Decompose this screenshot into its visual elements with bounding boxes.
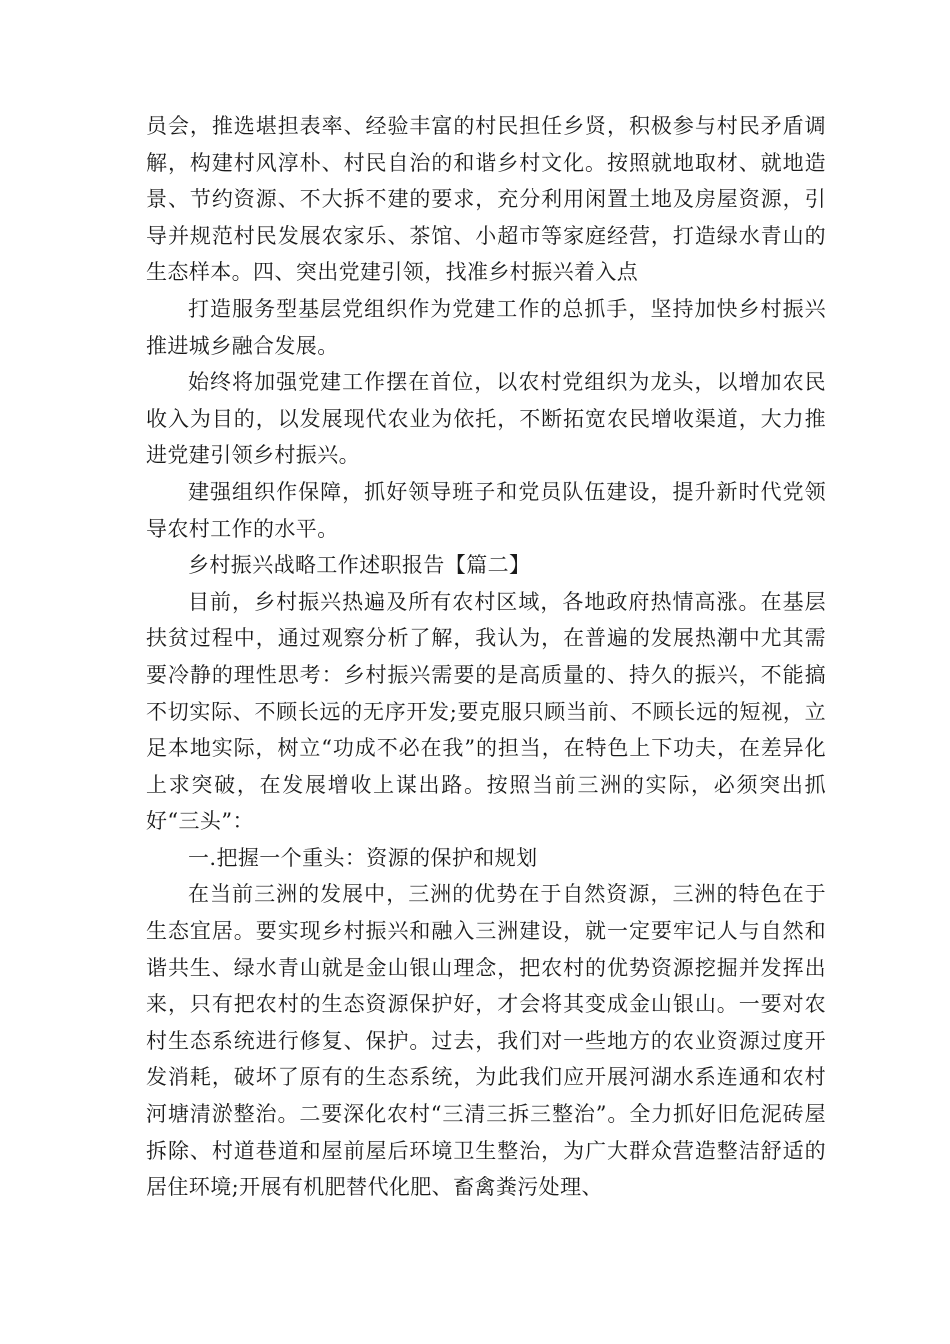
paragraph-sanzhou-development: 在当前三洲的发展中，三洲的优势在于自然资源，三洲的特色在于生态宜居。要实现乡村振兴和融入三洲建设，就一定要牢记人与自然和谐共生、绿水青山就是金山银山理念，把农村的优势资源挖掘并发挥出来，只有把农村的生态资源保护好，才会将其变成金山银山。一要对农村生态系统进行修复、保护。过去，我们对一些地方的农业资源过度开发消耗，破坏了原有的生态系统，为此我们应开展河湖水系连通和农村河塘清淤整治。二要深化农村“三清三拆三整治”。全力抓好旧危泥砖屋拆除、村道巷道和屋前屋后环境卫生整治，为广大群众营造整洁舒适的居住环境;开展有机肥替代化肥、畜禽粪污处理、	[146, 882, 826, 1200]
section-heading-part-two: 乡村振兴战略工作述职报告【篇二】	[188, 553, 531, 578]
paragraph-party-building-first: 始终将加强党建工作摆在首位，以农村党组织为龙头，以增加农民收入为目的，以发展现代农业为依托，不断拓宽农民增收渠道，大力推进党建引领乡村振兴。	[146, 370, 826, 468]
paragraph-current-situation: 目前，乡村振兴热遍及所有农村区域，各地政府热情高涨。在基层扶贫过程中，通过观察分析了解，我认为，在普遍的发展热潮中尤其需要冷静的理性思考：乡村振兴需要的是高质量的、持久的振兴，不能搞不切实际、不顾长远的无序开发;要克服只顾当前、不顾长远的短视，立足本地实际，树立“功成不必在我”的担当，在特色上下功夫，在差异化上求突破，在发展增收上谋出路。按照当前三洲的实际，必须突出抓好“三头”：	[146, 589, 826, 834]
document-body	[146, 108, 826, 1206]
paragraph-continuation: 员会，推选堪担表率、经验丰富的村民担任乡贤，积极参与村民矛盾调解，构建村风淳朴、村民自治的和谐乡村文化。按照就地取材、就地造景、节约资源、不大拆不建的要求，充分利用闲置土地及房屋资源，引导并规范村民发展农家乐、茶馆、小超市等家庭经营，打造绿水青山的生态样本。四、突出党建引领，找准乡村振兴着入点	[146, 114, 826, 285]
paragraph-service-party-org: 打造服务型基层党组织作为党建工作的总抓手，坚持加快乡村振兴推进城乡融合发展。	[146, 296, 826, 358]
paragraph-organization-guarantee: 建强组织作保障，抓好领导班子和党员队伍建设，提升新时代党领导农村工作的水平。	[146, 479, 826, 541]
subheading-resource-protection: 一.把握一个重头：资源的保护和规划	[188, 845, 538, 870]
